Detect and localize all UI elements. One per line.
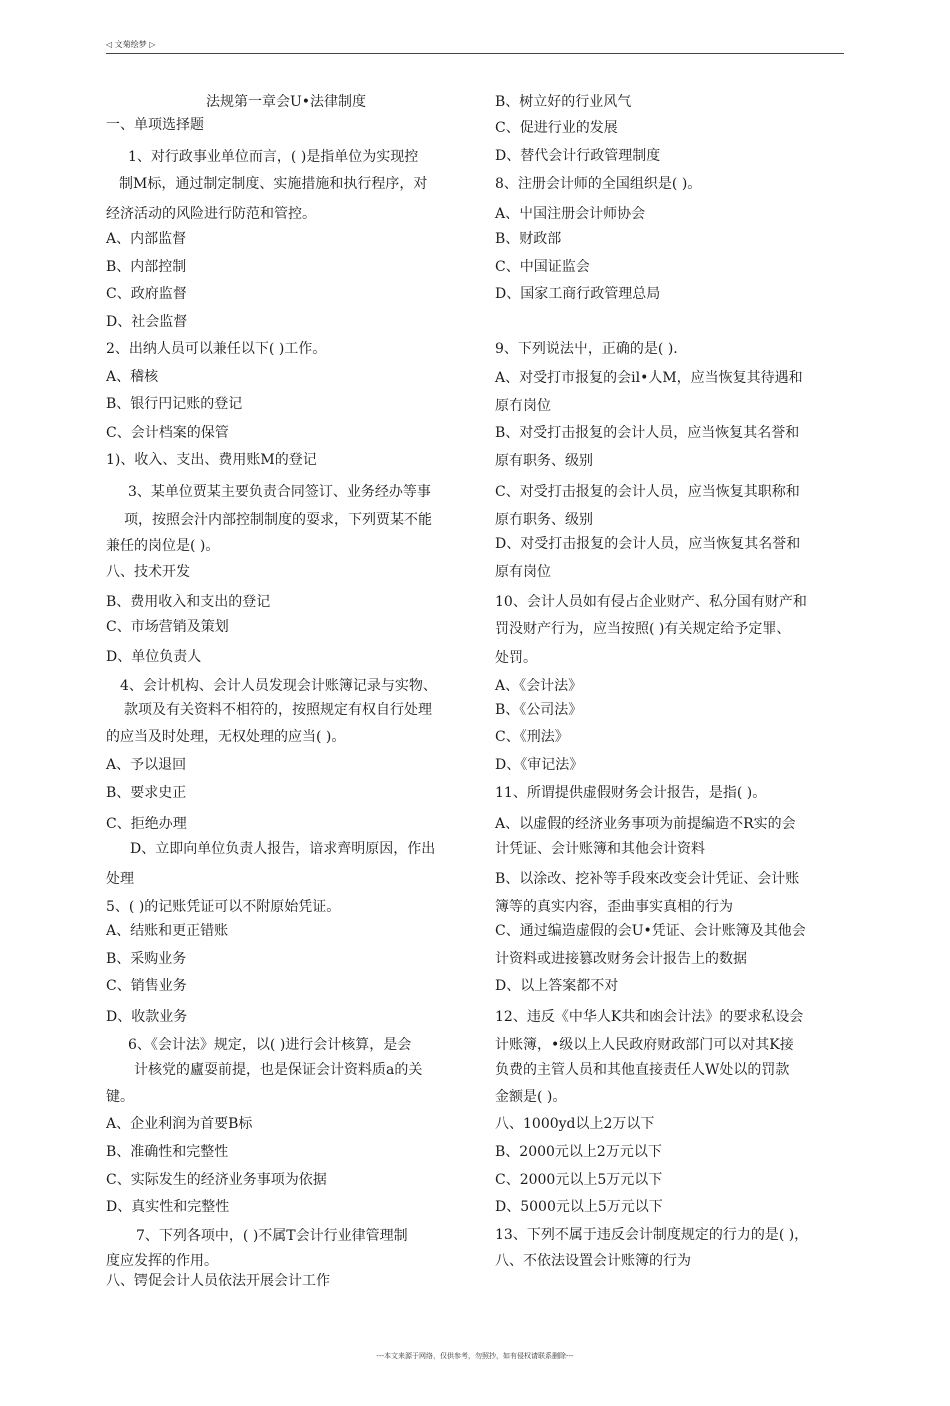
question-text: 兼任的岗位是( )。 — [106, 538, 220, 554]
answer-option: 原冇职务、级别 — [495, 512, 593, 528]
answer-option: 1)、收入、支出、费用账M的登记 — [106, 452, 317, 468]
question-text: 10、会计人员如有侵占企业财产、私分国有财产和 — [495, 594, 807, 610]
answer-option: 处理 — [106, 871, 134, 887]
answer-option: C、《刑法》 — [495, 729, 569, 745]
question-text: 键。 — [106, 1089, 134, 1105]
header-divider — [106, 53, 844, 54]
question-text: 项，按照会汁内部控制制度的耍求，下列贾某不能 — [124, 512, 432, 528]
question-text: 3、某单位贾某主要负责合同签订、业务经办等事 — [128, 484, 431, 500]
answer-option: 八、不依法设置会计账簿的行为 — [495, 1253, 691, 1269]
answer-option: 八、1000yd以上2万以下 — [495, 1116, 655, 1132]
question-text: 6、《会计法》规定，以( )进行会计核算，是会 — [128, 1037, 412, 1053]
answer-option: D、社会监督 — [106, 314, 188, 330]
answer-option: B、采购业务 — [106, 951, 187, 967]
answer-option: C、市场营销及策划 — [106, 619, 229, 635]
answer-option: 八、技术开发 — [106, 564, 190, 580]
answer-option: C、2000元以上5万元以下 — [495, 1172, 663, 1188]
question-text: 款项及有关资料不相符的，按照规定有权自行处理 — [124, 702, 432, 718]
question-text: 7、下列各项中，( )不属T会计行业律管理制 — [136, 1228, 408, 1244]
answer-option: 簿等的真实内容，歪曲事实真相的行为 — [495, 899, 733, 915]
answer-option: C、拒绝办理 — [106, 816, 187, 832]
answer-option: A、结账和更正错账 — [106, 923, 229, 939]
answer-option: A、以虚假的经济业务事项为前提编造不R实的会 — [495, 816, 796, 832]
question-text: 度应发挥的作用。 — [106, 1253, 218, 1269]
answer-option: 计资料或进接篡改财务会计报告上的数据 — [495, 951, 747, 967]
answer-option: D、以上答案都不对 — [495, 978, 619, 994]
answer-option: 计凭证、会计账簿和其他会计资料 — [495, 841, 705, 857]
answer-option: B、以涂改、挖补等手段來改变会计凭证、会计账 — [495, 871, 800, 887]
question-text: 13、下列不属于违反会计制度规定的行力的是( )， — [495, 1227, 809, 1243]
answer-option: D、收款业务 — [106, 1009, 188, 1025]
question-text: 5、( )的记账凭证可以不附原始凭证。 — [106, 899, 341, 915]
answer-option: B、对受打击报复的会计人员，应当恢复其名誉和 — [495, 425, 800, 441]
page-header — [106, 40, 844, 54]
question-text: 9、下列说法屮，正确的是( ). — [495, 341, 678, 357]
section-heading: 一、单项选择题 — [106, 117, 204, 133]
answer-option: C、销售业务 — [106, 978, 187, 994]
answer-option: B、树立好的行业风气 — [495, 94, 632, 110]
answer-option: B、财政部 — [495, 231, 562, 247]
answer-option: B、银行円记账的登记 — [106, 396, 243, 412]
question-text: 处罚。 — [495, 650, 537, 666]
answer-option: C、促进行业的发展 — [495, 120, 618, 136]
answer-option: 原有岗位 — [495, 564, 551, 580]
question-text: 1、对行政事业单位而言，( )是指单位为实现控 — [128, 149, 419, 165]
answer-option: B、2000元以上2万元以下 — [495, 1144, 662, 1160]
answer-option: C、实际发生的经济业务事项为依据 — [106, 1172, 327, 1188]
question-text: 2、出纳人员可以兼任以下( )工作。 — [106, 341, 327, 357]
answer-option: 原有职务、级别 — [495, 453, 593, 469]
answer-option: 原冇岗位 — [495, 398, 551, 414]
answer-option: C、对受打击报复的会计人员，应当恢复其职称和 — [495, 484, 800, 500]
answer-option: D、《审记法》 — [495, 757, 584, 773]
answer-option: D、对受打击报复的会计人员，应当恢复其名誉和 — [495, 536, 801, 552]
answer-option: D、立即向单位负责人报告，谙求齊明原因，作出 — [130, 841, 436, 857]
answer-option: B、准确性和完整性 — [106, 1144, 229, 1160]
answer-option: A、企业利润为首要B标 — [106, 1116, 253, 1132]
question-text: 经济活动的风险进行防范和管控。 — [106, 206, 316, 222]
answer-option: A、予以退回 — [106, 757, 187, 773]
question-text: 4、会计机构、会计人员发现会计账簿记录与实物、 — [120, 678, 437, 694]
answer-option: D、单位负责人 — [106, 649, 202, 665]
question-text: 11、所谓提供虚假财务会计报告，是指( )。 — [495, 785, 767, 801]
answer-option: A、《会计法》 — [495, 678, 583, 694]
answer-option: D、真实性和完整性 — [106, 1199, 230, 1215]
question-text: 计核党的廬耍前提，也是保证会计资料质a的关 — [134, 1062, 423, 1078]
answer-option: A、对受打市报复的会il•人M，应当恢复其待遇和 — [495, 370, 803, 386]
answer-option: D、国家工商行政管理总局 — [495, 286, 661, 302]
question-text: 8、注册会计师的全国组织是( )。 — [495, 176, 702, 192]
answer-option: 八、锷促会计人员依法开展会计工作 — [106, 1273, 330, 1289]
question-text: 罚没财产行为，应当按照( )有关规定给予定罪、 — [495, 621, 791, 637]
answer-option: C、中国证监会 — [495, 259, 590, 275]
answer-option: B、内部控制 — [106, 259, 187, 275]
answer-option: C、通过编造虚假的会U•凭证、会计账簿及其他会 — [495, 923, 806, 939]
answer-option: A、内部监督 — [106, 231, 187, 247]
question-text: 负费的主管人员和其他直接责任人W处以的罚款 — [495, 1062, 790, 1078]
question-text: 金额是( )。 — [495, 1089, 567, 1105]
header-text: ◁ 文菊绘梦 ▷ — [106, 40, 156, 49]
answer-option: A、稽核 — [106, 369, 159, 385]
answer-option: B、费用收入和支出的登记 — [106, 594, 271, 610]
question-text: 的应当及时处理，无权处理的应当( )。 — [106, 729, 346, 745]
answer-option: D、5000元以上5万元以下 — [495, 1199, 663, 1215]
answer-option: D、替代会计行政管理制度 — [495, 148, 661, 164]
answer-option: B、要求史正 — [106, 785, 187, 801]
answer-option: A、屮国注册会计师协会 — [495, 206, 646, 222]
document-title: 法规第一章会U•法律制度 — [206, 94, 367, 110]
question-text: 计账簿，•级以上人民政府财政部门可以对其K接 — [495, 1037, 794, 1053]
answer-option: C、会计档案的保管 — [106, 425, 229, 441]
answer-option: B、《公司法》 — [495, 702, 583, 718]
answer-option: C、政府监督 — [106, 286, 187, 302]
question-text: 12、违反《中华人K共和凼会计法》的要求私设会 — [495, 1009, 804, 1025]
question-text: 制M标，通过制定制度、实施措施和执行程序，对 — [119, 176, 428, 192]
page-footer: ---本文来源于网络，仅供参考，勿照抄，如有侵权请联系删除--- — [376, 1352, 574, 1360]
